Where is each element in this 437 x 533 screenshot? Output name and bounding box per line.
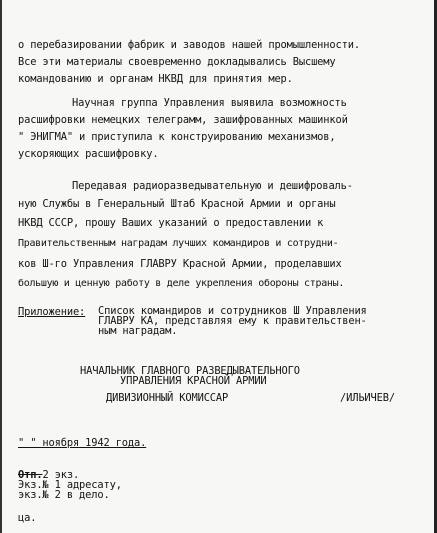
otp-strike: Отп. [18, 469, 43, 481]
body-line-1: о перебазировании фабрик и заводов нашей промышленности. [18, 39, 360, 51]
distribution-copy-2: экз.№ 2 в дело. [18, 489, 110, 501]
body-line-5: расшифровки немецких телеграмм, зашифрованных машинкой [18, 114, 348, 126]
signature-name: /ИЛЬИЧЕВ/ [340, 392, 395, 404]
appendix-line-3: ным наградам. [98, 325, 178, 337]
body-line-3: командованию и органам НКВД для принятия мер. [18, 73, 293, 85]
body-line-13: большую и ценную работу в деле укрепления обороны страны. [18, 278, 345, 289]
body-line-6: " ЭНИГМА" и приступила к конструированию механизмов, [18, 131, 336, 143]
signature-line-1: НАЧАЛЬНИК ГЛАВНОГО РАЗВЕДЫВАТЕЛЬНОГО [80, 365, 300, 377]
footer-text: ца. [18, 512, 37, 524]
body-line-11: Правительственным наградам лучших командиров и сотрудни- [18, 238, 339, 249]
body-line-10: НКВД СССР, прошу Вашиx указаний о предоставлении к [18, 217, 324, 229]
appendix-line-2: ГЛАВРУ КА, представляя ему к правительствен- [98, 315, 367, 327]
signature-line-2: УПРАВЛЕНИЯ КРАСНОЙ АРМИИ [120, 375, 267, 387]
body-line-7: ускоряющих расшифровку. [18, 148, 159, 160]
body-line-4: Научная группа Управления выявила возможность [72, 97, 347, 109]
body-line-12: ков Ш-го Управления ГЛАВРУ Красной Армии, проделавших [18, 258, 342, 270]
body-line-9: ную Службы в Генеральный Штаб Красной Армии и органы [18, 198, 336, 210]
body-line-8: Передавая радиоразведывательную и дешифроваль- [72, 180, 353, 192]
appendix-line-1: Список командиров и сотрудников Ш Управления [98, 305, 367, 317]
date-line: " " ноября 1942 года. [18, 437, 147, 449]
appendix-label: Приложение: [18, 306, 86, 318]
otp-rest: 2 экз. [42, 469, 80, 481]
distribution-copy-1: Экз.№ 1 адресату, [18, 479, 122, 491]
signature-title: ДИВИЗИОННЫЙ КОМИССАР [106, 392, 229, 404]
body-line-2: Все эти материалы своевременно докладывались Высшему [18, 56, 336, 68]
